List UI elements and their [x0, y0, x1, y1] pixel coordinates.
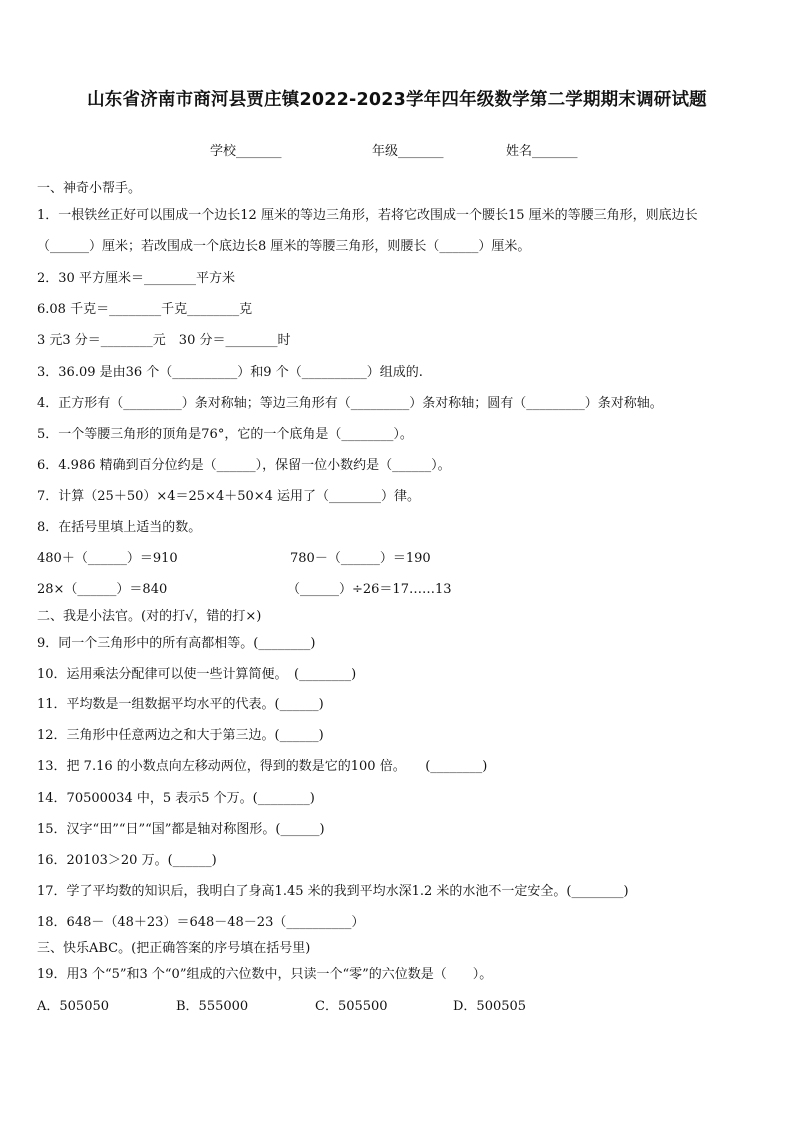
- fill-item: 480＋（______）＝910: [37, 551, 178, 566]
- school-field: 学校_______: [210, 144, 282, 159]
- section-heading: 二、我是小法官。(对的打√，错的打×): [37, 609, 262, 624]
- question-line: （______）厘米；若改围成一个底边长8 厘米的等腰三角形，则腰长（______）厘米。: [37, 239, 531, 254]
- section-heading: 一、神奇小帮手。: [37, 181, 142, 196]
- question-line: 10．运用乘法分配律可以使一些计算简便。 (________): [37, 667, 357, 682]
- page-title: 山东省济南市商河县贾庄镇2022-2023学年四年级数学第二学期期末调研试题: [87, 90, 707, 110]
- question-line: 19．用3 个“5”和3 个“0”组成的六位数中，只读一个“零”的六位数是（ ）。: [37, 967, 493, 982]
- question-line: 1．一根铁丝正好可以围成一个边长12 厘米的等边三角形，若将它改围成一个腰长15 厘米的等腰三角形，则底边长: [37, 208, 698, 223]
- question-line: 15．汉字“田”“日”“国”都是轴对称图形。(______): [37, 822, 325, 837]
- question-line: 9．同一个三角形中的所有高都相等。(________): [37, 636, 316, 651]
- question-line: 5．一个等腰三角形的顶角是76°，它的一个底角是（________）。: [37, 427, 413, 442]
- question-line: 3 元3 分＝________元 30 分＝________时: [37, 333, 291, 348]
- fill-item: （______）÷26＝17……13: [287, 582, 452, 597]
- option-c: C．505500: [315, 999, 388, 1014]
- question-line: 18．648－（48＋23）＝648－48－23（__________）: [37, 915, 365, 930]
- question-line: 13．把 7.16 的小数点向左移动两位，得到的数是它的100 倍。 (________): [37, 759, 488, 774]
- option-a: A．505050: [37, 999, 110, 1014]
- option-d: D．500505: [453, 999, 527, 1014]
- section-heading: 三、快乐ABC。(把正确答案的序号填在括号里): [37, 941, 311, 956]
- question-line: 14．70500034 中，5 表示5 个万。(________): [37, 791, 315, 806]
- question-line: 7．计算（25＋50）×4＝25×4＋50×4 运用了（________）律。: [37, 489, 421, 504]
- question-line: 6.08 千克＝________千克________克: [37, 302, 253, 317]
- fill-item: 28×（______）＝840: [37, 582, 168, 597]
- grade-field: 年级_______: [372, 144, 444, 159]
- question-line: 12．三角形中任意两边之和大于第三边。(______): [37, 728, 324, 743]
- fill-item: 780－（______）＝190: [290, 551, 431, 566]
- question-line: 16．20103＞20 万。(______): [37, 853, 217, 868]
- question-line: 17．学了平均数的知识后，我明白了身高1.45 米的我到平均水深1.2 米的水池不一定安全。(________): [37, 884, 629, 899]
- name-field: 姓名_______: [506, 144, 578, 159]
- question-line: 4．正方形有（_________）条对称轴；等边三角形有（_________）条对称轴；圆有（_________）条对称轴。: [37, 396, 663, 411]
- option-b: B．555000: [176, 999, 249, 1014]
- question-line: 3．36.09 是由36 个（__________）和9 个（__________）组成的.: [37, 365, 423, 380]
- question-line: 11．平均数是一组数据平均水平的代表。(______): [37, 697, 324, 712]
- question-line: 2．30 平方厘米＝________平方米: [37, 271, 235, 286]
- question-line: 6．4.986 精确到百分位约是（______），保留一位小数约是（______）。: [37, 458, 451, 473]
- question-line: 8．在括号里填上适当的数。: [37, 520, 202, 535]
